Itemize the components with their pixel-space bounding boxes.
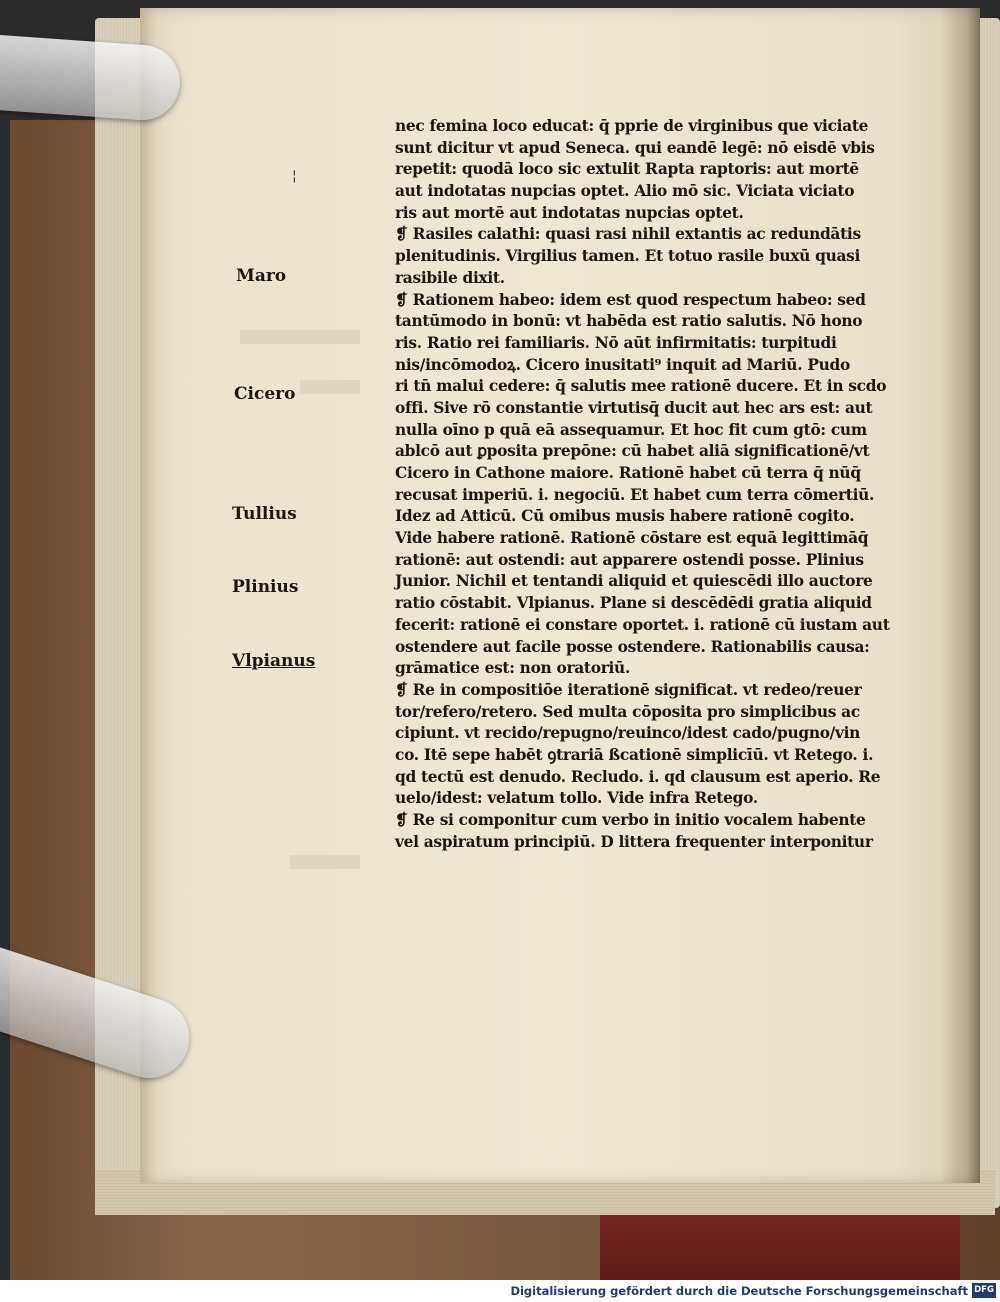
show-through-ghost [300, 380, 360, 394]
text-line: vel aspiratum principiū. D littera frequenter interponitur [395, 832, 873, 851]
text-line: Junior. Nichil et tentandi aliquid et quiescēdi illo auctore [395, 572, 873, 591]
text-line: nec femina loco educat: q̄ pprie de virginibus que viciate [395, 117, 869, 135]
text-line: rationē: aut ostendi: aut apparere ostendi posse. Plinius [395, 550, 864, 569]
text-line: ostendere aut facile posse ostendere. Rationabilis causa: [395, 637, 870, 656]
text-line: cipiunt. vt recido/repugno/reuinco/idest cado/pugno/vin [395, 724, 861, 743]
show-through-ghost [240, 330, 360, 344]
text-line: sunt dicitur vt apud Seneca. qui eandē legē: nō eisdē vbis [395, 138, 875, 157]
text-line: grāmatice est: non oratoriū. [395, 659, 631, 678]
marginal-note-plinius: Plinius [232, 577, 299, 597]
dfg-logo: DFG [972, 1283, 996, 1298]
text-line: ❡ Rasiles calathi: quasi rasi nihil extantis ac redundātis [395, 225, 861, 244]
digitization-footer [0, 1280, 1000, 1302]
text-line: ri tn̄ malui cedere: q̄ salutis mee rationē ducere. Et in scdo [395, 377, 887, 396]
text-line: rasibile dixit. [395, 268, 505, 287]
text-line: nis/incōmodoꝝ. Cicero inusitati⁹ inquit ad Mariū. Pudo [395, 355, 850, 374]
main-text-block [395, 116, 940, 853]
text-line: repetit: quodā loco sic extulit Rapta raptoris: aut mortē [395, 160, 859, 179]
text-line: offi. Sive rō constantie virtutisq̄ ducit aut hec ars est: aut [395, 398, 873, 417]
text-line: Idez ad Atticū. Cū omibus musis habere rationē cogito. [395, 507, 855, 526]
text-line: ❡ Re in compositiōe iterationē significat. vt redeo/reuer [395, 680, 862, 699]
text-line: qd tectū est denudo. Recludo. i. qd clausum est aperio. Re [395, 767, 881, 786]
text-line: ablcō aut ꝑposita prepōne: cū habet aliā significationē/vt [395, 442, 870, 461]
text-line: plenitudinis. Virgilius tamen. Et totuo rasile buxū quasi [395, 247, 861, 266]
footer-credit-text: Digitalisierung gefördert durch die Deutsche Forschungsgemeinschaft [510, 1284, 968, 1298]
text-line: tantūmodo in bonū: vt habēda est ratio salutis. Nō hono [395, 312, 863, 331]
text-line: ratio cōstabit. Vlpianus. Plane si descēdēdi gratia aliquid [395, 594, 872, 613]
text-line: ris aut mortē aut indotatas nupcias optet. [395, 203, 744, 222]
text-line: fecerit: rationē ei constare oportet. i. rationē cū iustam aut [395, 615, 890, 634]
marginal-note-cicero: Cicero [234, 384, 296, 404]
page-gutter-shadow [940, 8, 980, 1183]
show-through-ghost [290, 855, 360, 869]
text-line: nulla oīno p quā eā assequamur. Et hoc fit cum gtō: cum [395, 420, 867, 439]
marginal-note-vlpianus: Vlpianus [232, 651, 316, 671]
text-line: ❡ Rationem habeo: idem est quod respectum habeo: sed [395, 290, 866, 309]
text-line: Vide habere rationē. Rationē cōstare est equā legittimāq̄ [395, 529, 869, 548]
margin-mark: ¦ [292, 168, 297, 184]
text-line: tor/refero/retero. Sed multa cōposita pro simplicibus ac [395, 702, 860, 721]
marginal-note-maro: Maro [236, 266, 287, 286]
text-line: recusat imperiū. i. negociū. Et habet cum terra cōmertiū. [395, 485, 875, 504]
text-line: uelo/idest: velatum tollo. Vide infra Retego. [395, 789, 758, 808]
text-line: Cicero in Cathone maiore. Rationē habet cū terra q̄ nūq̄ [395, 464, 861, 482]
marginal-note-tullius: Tullius [232, 504, 297, 524]
text-line: ris. Ratio rei familiaris. Nō aūt infirmitatis: turpitudi [395, 333, 837, 352]
text-line: ❡ Re si componitur cum verbo in initio vocalem habente [395, 811, 866, 829]
text-line: co. Itē sepe habēt ꝯtrariā ßcationē simplicīū. vt Retego. i. [395, 745, 874, 764]
text-line: aut indotatas nupcias optet. Alio mō sic. Viciata viciato [395, 182, 855, 201]
